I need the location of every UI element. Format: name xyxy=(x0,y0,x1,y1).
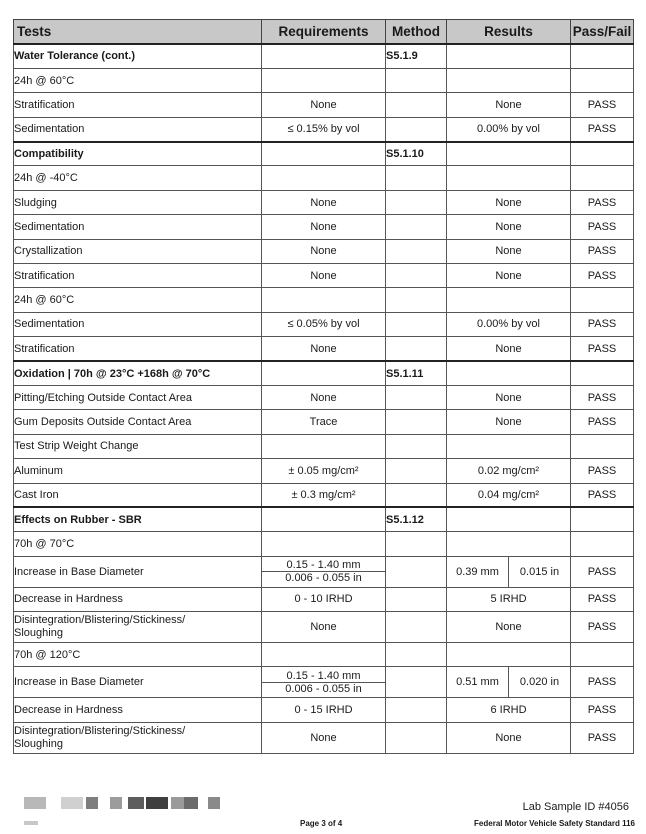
test-name: Sedimentation xyxy=(14,117,262,141)
result: None xyxy=(447,239,571,263)
result: 0.00% by vol xyxy=(447,312,571,336)
table-row xyxy=(14,698,634,722)
result: 6 IRHD xyxy=(447,698,571,722)
table-row xyxy=(14,722,634,753)
test-name: Stratification xyxy=(14,93,262,117)
pass-fail: PASS xyxy=(571,722,634,753)
section-title: Oxidation | 70h @ 23°C +168h @ 70°C xyxy=(14,361,262,385)
table-row xyxy=(14,410,634,434)
table-row xyxy=(14,239,634,263)
table-row xyxy=(14,483,634,507)
pass-fail: PASS xyxy=(571,312,634,336)
test-name: Decrease in Hardness xyxy=(14,587,262,611)
method-ref: S5.1.9 xyxy=(386,44,447,68)
section-title: Water Tolerance (cont.) xyxy=(14,44,262,68)
test-name: Aluminum xyxy=(14,459,262,483)
requirement: None xyxy=(262,612,386,643)
pass-fail: PASS xyxy=(571,215,634,239)
table-row xyxy=(14,459,634,483)
lab-sample-id: Lab Sample ID #4056 xyxy=(522,801,629,813)
requirement: ± 0.3 mg/cm² xyxy=(262,483,386,507)
pass-fail: PASS xyxy=(571,93,634,117)
condition-label: Test Strip Weight Change xyxy=(14,434,262,458)
header-results: Results xyxy=(447,20,571,45)
pass-fail: PASS xyxy=(571,385,634,409)
requirement: Trace xyxy=(262,410,386,434)
result: None xyxy=(447,215,571,239)
result: None xyxy=(447,190,571,214)
test-name: Increase in Base Diameter xyxy=(14,556,262,587)
requirement-in: 0.006 - 0.055 in xyxy=(285,572,362,585)
requirement: None xyxy=(262,385,386,409)
test-name: Gum Deposits Outside Contact Area xyxy=(14,410,262,434)
header-pass-fail: Pass/Fail xyxy=(571,20,634,45)
table-row xyxy=(14,117,634,141)
pass-fail: PASS xyxy=(571,698,634,722)
table-row xyxy=(14,190,634,214)
test-name: Crystallization xyxy=(14,239,262,263)
pass-fail: PASS xyxy=(571,239,634,263)
header-method: Method xyxy=(386,20,447,45)
result: None xyxy=(447,385,571,409)
requirement: 0 - 10 IRHD xyxy=(262,587,386,611)
result: 5 IRHD xyxy=(447,587,571,611)
pass-fail: PASS xyxy=(571,337,634,361)
requirement-in: 0.006 - 0.055 in xyxy=(285,682,362,695)
condition-label: 70h @ 120°C xyxy=(14,643,262,667)
requirement: None xyxy=(262,93,386,117)
section-row xyxy=(14,44,634,68)
redacted-logo xyxy=(24,797,222,811)
standard-name: Federal Motor Vehicle Safety Standard 116 xyxy=(474,819,635,828)
result: 0.02 mg/cm² xyxy=(447,459,571,483)
result: None xyxy=(447,93,571,117)
test-results-table xyxy=(13,19,634,754)
result: None xyxy=(447,612,571,643)
test-name: Pitting/Etching Outside Contact Area xyxy=(14,385,262,409)
pass-fail: PASS xyxy=(571,612,634,643)
table-row xyxy=(14,643,634,667)
pass-fail: PASS xyxy=(571,117,634,141)
page-number: Page 3 of 4 xyxy=(300,819,343,828)
requirement: ≤ 0.15% by vol xyxy=(262,117,386,141)
pass-fail: PASS xyxy=(571,556,634,587)
table-row xyxy=(14,556,634,587)
pass-fail: PASS xyxy=(571,667,634,698)
section-row xyxy=(14,142,634,166)
test-name: Sedimentation xyxy=(14,312,262,336)
table-row xyxy=(14,385,634,409)
table-row xyxy=(14,93,634,117)
result: 0.00% by vol xyxy=(447,117,571,141)
header-tests: Tests xyxy=(14,20,262,45)
result-mm: 0.39 mm xyxy=(447,556,509,587)
result-in: 0.015 in xyxy=(509,556,571,587)
table-row xyxy=(14,312,634,336)
result: None xyxy=(447,264,571,288)
result: None xyxy=(447,722,571,753)
requirement: None xyxy=(262,190,386,214)
requirement: ± 0.05 mg/cm² xyxy=(262,459,386,483)
section-title: Compatibility xyxy=(14,142,262,166)
test-name: Sludging xyxy=(14,190,262,214)
requirement xyxy=(262,556,386,587)
condition-label: 24h @ 60°C xyxy=(14,288,262,312)
section-title: Effects on Rubber - SBR xyxy=(14,507,262,531)
requirement: 0 - 15 IRHD xyxy=(262,698,386,722)
table-row xyxy=(14,215,634,239)
test-name: Stratification xyxy=(14,337,262,361)
result: None xyxy=(447,410,571,434)
table-row xyxy=(14,264,634,288)
table-row xyxy=(14,532,634,556)
table-row xyxy=(14,68,634,92)
pass-fail: PASS xyxy=(571,459,634,483)
result-in: 0.020 in xyxy=(509,667,571,698)
pass-fail: PASS xyxy=(571,483,634,507)
requirement: ≤ 0.05% by vol xyxy=(262,312,386,336)
test-name: Disintegration/Blistering/Stickiness/ Sloughing xyxy=(14,612,262,643)
section-row xyxy=(14,361,634,385)
requirement xyxy=(262,667,386,698)
redacted-text xyxy=(24,821,38,825)
result: None xyxy=(447,337,571,361)
result-mm: 0.51 mm xyxy=(447,667,509,698)
requirement-mm: 0.15 - 1.40 mm xyxy=(262,559,385,572)
condition-label: 70h @ 70°C xyxy=(14,532,262,556)
table-row xyxy=(14,288,634,312)
condition-label: 24h @ -40°C xyxy=(14,166,262,190)
table-row xyxy=(14,337,634,361)
requirement: None xyxy=(262,722,386,753)
requirement-mm: 0.15 - 1.40 mm xyxy=(262,670,385,683)
result: 0.04 mg/cm² xyxy=(447,483,571,507)
method-ref: S5.1.11 xyxy=(386,361,447,385)
test-name: Disintegration/Blistering/Stickiness/ Sloughing xyxy=(14,722,262,753)
table-row xyxy=(14,434,634,458)
test-name: Stratification xyxy=(14,264,262,288)
requirement: None xyxy=(262,264,386,288)
pass-fail: PASS xyxy=(571,264,634,288)
test-name: Increase in Base Diameter xyxy=(14,667,262,698)
pass-fail: PASS xyxy=(571,190,634,214)
section-row xyxy=(14,507,634,531)
test-name: Decrease in Hardness xyxy=(14,698,262,722)
pass-fail: PASS xyxy=(571,410,634,434)
pass-fail: PASS xyxy=(571,587,634,611)
method-ref: S5.1.12 xyxy=(386,507,447,531)
test-name: Sedimentation xyxy=(14,215,262,239)
requirement: None xyxy=(262,239,386,263)
requirement: None xyxy=(262,337,386,361)
condition-label: 24h @ 60°C xyxy=(14,68,262,92)
table-row xyxy=(14,587,634,611)
table-row xyxy=(14,667,634,698)
method-ref: S5.1.10 xyxy=(386,142,447,166)
table-row xyxy=(14,612,634,643)
table-row xyxy=(14,166,634,190)
header-requirements: Requirements xyxy=(262,20,386,45)
requirement: None xyxy=(262,215,386,239)
test-name: Cast Iron xyxy=(14,483,262,507)
